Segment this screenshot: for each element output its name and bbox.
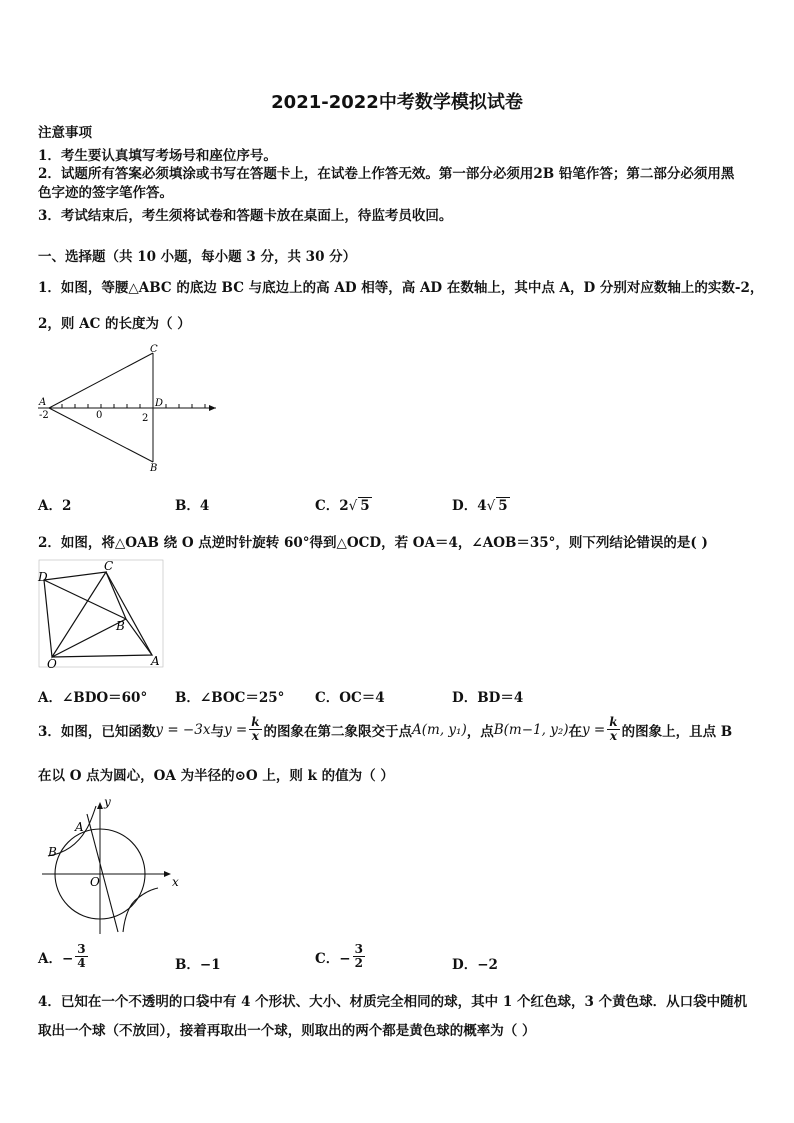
label-x: x — [172, 875, 179, 889]
fraction-numerator: k — [251, 715, 260, 729]
notice-item-1: 1．考生要认真填写考场号和座位序号。 — [38, 148, 277, 164]
label-c: C — [150, 344, 158, 355]
q3-point-a: A(m, y₁) — [412, 721, 467, 738]
q3-equation-linear: y = −3x — [155, 721, 211, 738]
figure-frame — [39, 560, 163, 667]
fraction-denominator: x — [609, 729, 617, 743]
q4-text-line2: 取出一个球（不放回），接着再取出一个球，则取出的两个都是黄色球的概率为（ ） — [38, 1023, 536, 1039]
fraction-denominator: 2 — [354, 956, 363, 970]
label-a: A — [151, 654, 160, 668]
q1-figure — [36, 340, 221, 472]
segment-ca — [106, 572, 152, 655]
triangle-oab — [52, 619, 152, 657]
fraction — [353, 943, 365, 970]
notice-heading: 注意事项 — [38, 125, 92, 141]
q1-option-c[interactable]: C．2√ 5 — [315, 498, 370, 514]
q3-point-b: B(m−1, y₂) — [493, 721, 569, 738]
section-heading: 一、选择题（共 10 小题，每小题 3 分，共 30 分） — [38, 249, 357, 265]
option-label: A．− — [38, 950, 74, 967]
q3-option-c[interactable] — [315, 943, 367, 970]
fraction-numerator: 3 — [77, 942, 86, 956]
q3-text-part3: 的图象在第二象限交于点 — [263, 723, 413, 740]
fraction-numerator: k — [609, 715, 618, 729]
q1-option-c-radicand: 5 — [360, 498, 370, 514]
q3-option-d[interactable]: D．−2 — [452, 957, 498, 973]
q2-option-c[interactable]: C．OC＝4 — [315, 690, 385, 706]
q1-option-d-prefix: D．4 — [452, 498, 487, 514]
q3-fraction-k-over-x — [249, 716, 261, 743]
q3-text-part2: 与 — [210, 723, 224, 740]
label-y: y — [104, 795, 111, 809]
label-0: 0 — [96, 410, 103, 421]
fraction-denominator: 4 — [77, 956, 86, 970]
q3-fraction-k-over-x-2 — [607, 716, 619, 743]
q2-text: 2．如图，将△OAB 绕 O 点逆时针旋转 60°得到△OCD，若 OA＝4，∠AOB＝35°，则下列结论错误的是( ) — [38, 535, 708, 551]
label-b: B — [150, 463, 158, 472]
label-d: D — [38, 570, 48, 584]
q1-option-d-radicand: 5 — [498, 498, 508, 514]
label-o: O — [47, 657, 57, 670]
line-y-neg3x — [87, 814, 118, 932]
q1-option-b[interactable]: B．4 — [175, 498, 210, 514]
label-d: D — [155, 398, 164, 409]
label-b: B — [48, 845, 57, 859]
q3-text-part4: ，点 — [466, 723, 494, 740]
notice-item-2-cont: 色字迹的签字笔作答。 — [38, 185, 173, 201]
q3-text-line1 — [38, 716, 732, 743]
segment-ac — [49, 353, 153, 408]
segment-cb — [106, 572, 126, 619]
page-title: 2021-2022中考数学模拟试卷 — [271, 92, 523, 113]
fraction-numerator: 3 — [354, 942, 363, 956]
label-2: 2 — [142, 413, 149, 424]
q2-option-a[interactable]: A．∠BDO＝60° — [38, 690, 148, 706]
x-arrow-icon — [164, 871, 171, 877]
q1-option-c-prefix: C．2 — [315, 498, 349, 514]
label-o: O — [90, 875, 100, 889]
label-a: A — [39, 397, 47, 408]
q1-option-d[interactable]: D．4√ 5 — [452, 498, 508, 514]
number-line-ticks — [62, 404, 205, 408]
q3-equation-lhs: y = — [223, 721, 248, 738]
notice-item-2: 2．试题所有答案必须填涂或书写在答题卡上，在试卷上作答无效。第一部分必须用2B 铅笔作答；第二部分必须用黑 — [38, 166, 735, 182]
q3-option-a[interactable] — [38, 943, 90, 970]
q4-text-line1: 4．已知在一个不透明的口袋中有 4 个形状、大小、材质完全相同的球，其中 1 个红色球，3 个黄色球．从口袋中随机 — [38, 994, 748, 1010]
q3-option-b[interactable]: B．−1 — [175, 957, 221, 973]
notice-item-3: 3．考试结束后，考生须将试卷和答题卡放在桌面上，待监考员收回。 — [38, 208, 453, 224]
label-c: C — [104, 559, 114, 573]
q3-text-part1: 3．如图，已知函数 — [38, 723, 156, 740]
label-neg2: -2 — [39, 410, 49, 421]
fraction — [75, 943, 87, 970]
y-arrow-icon — [97, 802, 103, 809]
q3-text-line2: 在以 O 点为圆心，OA 为半径的⊙O 上，则 k 的值为（ ） — [38, 768, 394, 784]
q1-text-line1: 1．如图，等腰△ABC 的底边 BC 与底边上的高 AD 相等，高 AD 在数轴上，其中点 A，D 分别对应数轴上的实数-2， — [38, 280, 764, 296]
q2-figure — [36, 558, 166, 670]
q3-figure — [38, 794, 188, 936]
q1-option-a[interactable]: A．2 — [38, 498, 72, 514]
q1-text-line2: 2，则 AC 的长度为（ ） — [38, 316, 191, 332]
q2-option-b[interactable]: B．∠BOC＝25° — [175, 690, 285, 706]
arrow-icon — [209, 405, 216, 411]
label-b: B — [116, 619, 125, 633]
q3-equation-lhs-2: y = — [582, 721, 606, 738]
q3-text-part6: 的图象上，且点 B — [621, 723, 733, 740]
fraction-denominator: x — [251, 729, 259, 743]
q3-text-part5: 在 — [568, 723, 583, 740]
label-a: A — [75, 820, 84, 834]
q2-option-d[interactable]: D．BD＝4 — [452, 690, 524, 706]
option-label: C．− — [315, 950, 351, 967]
